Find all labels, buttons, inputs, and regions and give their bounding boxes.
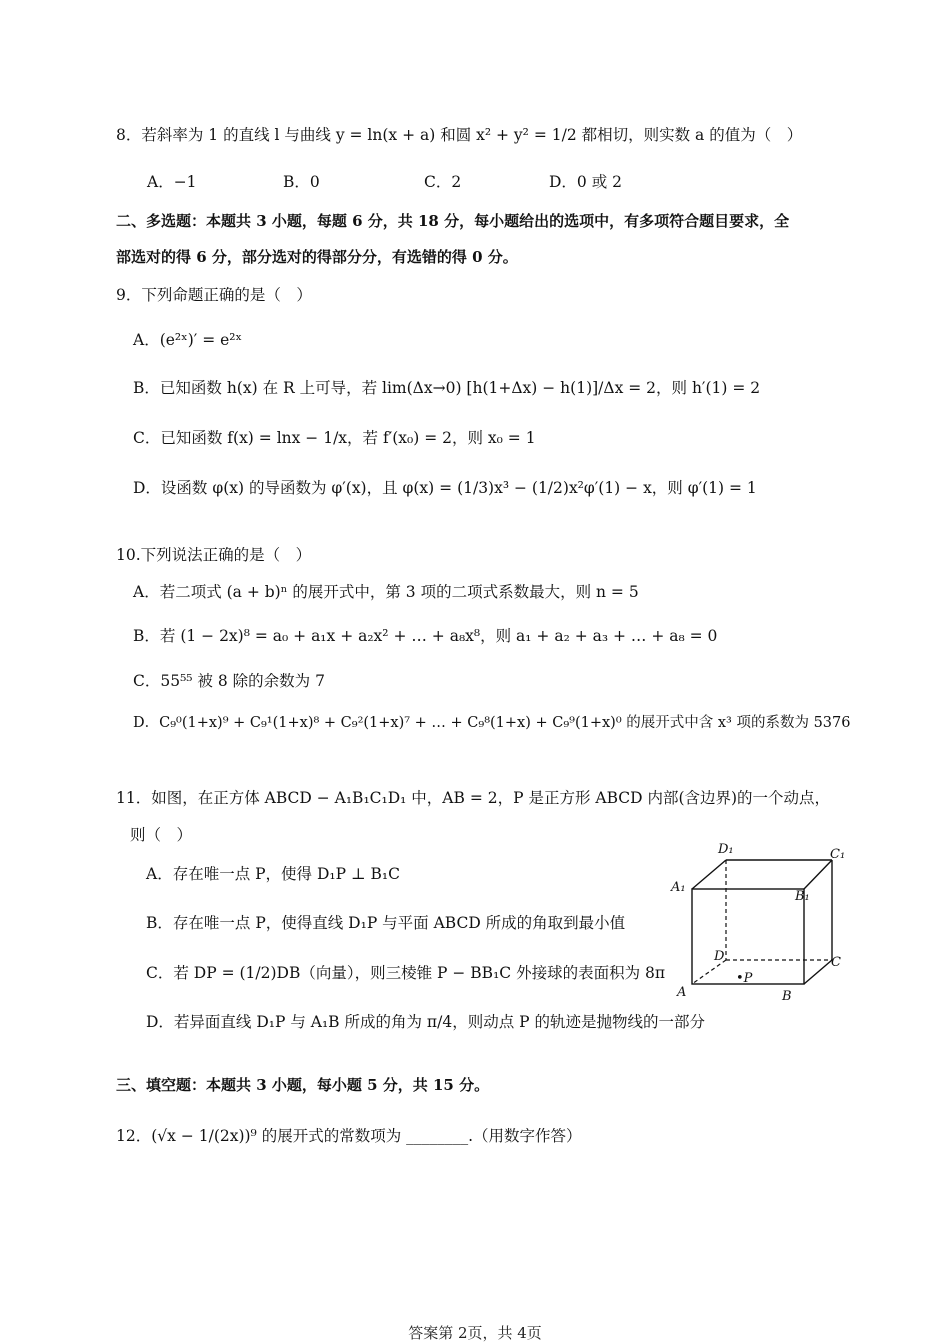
cube-front-face <box>692 889 804 984</box>
label-b: B <box>782 989 792 1004</box>
label-d: D <box>714 949 725 964</box>
section2-line2: 部选对的得 6 分，部分选对的得部分分，有选错的得 0 分。 <box>116 248 518 266</box>
q8-option-d: D．0 或 2 <box>549 173 623 191</box>
section3-title: 三、填空题：本题共 3 小题，每小题 5 分，共 15 分。 <box>116 1076 490 1094</box>
label-a: A <box>677 985 687 1000</box>
q9-option-a: A．(e²ˣ)′ = e²ˣ <box>133 331 243 349</box>
q9-stem: 9．下列命题正确的是（ ） <box>116 286 312 304</box>
label-c: C <box>831 955 841 970</box>
q11-stem-line2: 则（ ） <box>130 826 193 844</box>
q8-stem: 8．若斜率为 1 的直线 l 与曲线 y = ln(x + a) 和圆 x² + y² = 1/2 都相切，则实数 a 的值为（ ） <box>116 126 803 144</box>
q8-option-c: C．2 <box>424 173 462 191</box>
q10-option-c: C．55⁵⁵ 被 8 除的余数为 7 <box>133 672 325 690</box>
q9-option-b: B．已知函数 h(x) 在 R 上可导，若 lim(Δx→0) [h(1+Δx) − h(1)]/Δx = 2，则 h′(1) = 2 <box>133 379 761 397</box>
label-a1: A₁ <box>671 880 686 895</box>
cube-edge-a1d1 <box>692 860 726 889</box>
label-d1: D₁ <box>718 842 734 857</box>
q8-option-b: B．0 <box>283 173 320 191</box>
page-footer: 答案第 2页，共 4页 <box>408 1324 542 1342</box>
cube-figure <box>668 838 853 1008</box>
q9-option-c: C．已知函数 f(x) = lnx − 1/x，若 f′(x₀) = 2，则 x₀ = 1 <box>133 429 536 447</box>
q9-option-d: D．设函数 φ(x) 的导函数为 φ′(x)，且 φ(x) = (1/3)x³ − (1/2)x²φ′(1) − x，则 φ′(1) = 1 <box>133 479 757 497</box>
q10-option-b: B．若 (1 − 2x)⁸ = a₀ + a₁x + a₂x² + … + a₈x⁸，则 a₁ + a₂ + a₃ + … + a₈ = 0 <box>133 627 718 645</box>
q11-option-b: B．存在唯一点 P，使得直线 D₁P 与平面 ABCD 所成的角取到最小值 <box>146 914 626 932</box>
q12-text: 12．(√x − 1/(2x))⁹ 的展开式的常数项为 ________.（用数字作答） <box>116 1127 582 1145</box>
label-b1: B₁ <box>795 889 810 904</box>
q10-option-d: D．C₉⁰(1+x)⁹ + C₉¹(1+x)⁸ + C₉²(1+x)⁷ + … + C₉⁸(1+x) + C₉⁹(1+x)⁰ 的展开式中含 x³ 项的系数为 5376 <box>133 715 851 731</box>
q10-option-a: A．若二项式 (a + b)ⁿ 的展开式中，第 3 项的二项式系数最大，则 n = 5 <box>133 583 639 601</box>
q11-option-c: C．若 DP = (1/2)DB（向量），则三棱锥 P − BB₁C 外接球的表面积为 8π <box>146 964 666 982</box>
q11-option-a: A．存在唯一点 P，使得 D₁P ⊥ B₁C <box>146 865 400 883</box>
label-p: •P <box>736 971 753 986</box>
q8-options <box>0 172 950 192</box>
q11-option-d: D．若异面直线 D₁P 与 A₁B 所成的角为 π/4，则动点 P 的轨迹是抛物线的一部分 <box>146 1013 705 1031</box>
q10-stem: 10.下列说法正确的是（ ） <box>116 546 312 564</box>
cube-edge-cb <box>804 960 832 984</box>
q8-option-a: A．−1 <box>147 173 197 191</box>
section2-line1: 二、多选题：本题共 3 小题，每题 6 分，共 18 分，每小题给出的选项中，有多项符合题目要求，全 <box>116 212 790 230</box>
cube-edge-c1b1 <box>804 860 832 889</box>
label-c1: C₁ <box>830 847 846 862</box>
q11-stem-line1: 11．如图，在正方体 ABCD − A₁B₁C₁D₁ 中，AB = 2，P 是正方形 ABCD 内部(含边界)的一个动点， <box>116 789 831 807</box>
